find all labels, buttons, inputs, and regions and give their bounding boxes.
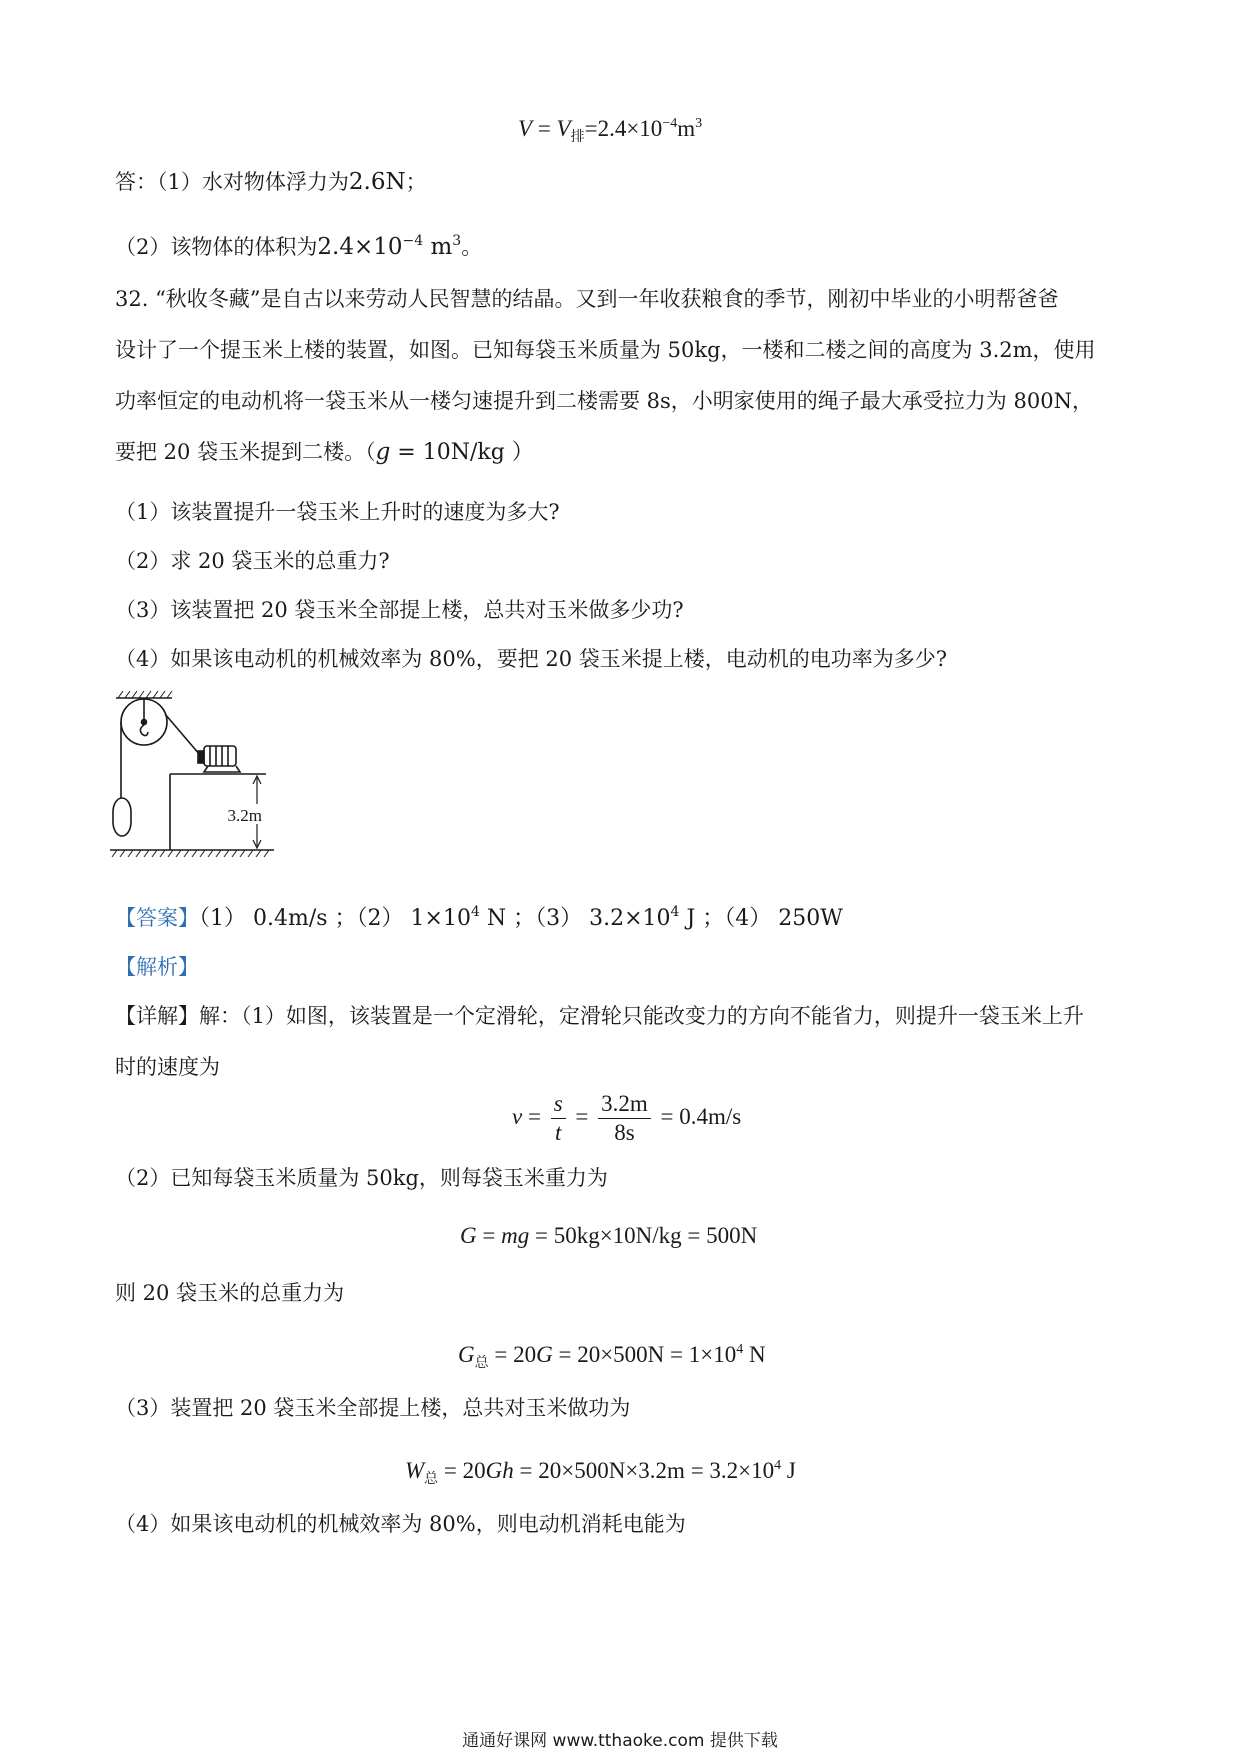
eq-var: V	[518, 116, 533, 141]
eq-subscript: 总	[424, 1472, 439, 1487]
answer-exponent: 4	[470, 904, 480, 920]
detail-line-6: （4）如果该电动机的机械效率为 80%，则电动机消耗电能为	[115, 1512, 686, 1536]
eq-var: G	[458, 1342, 475, 1367]
ground-hatch	[112, 850, 269, 857]
prev-answer-2	[115, 226, 482, 262]
page-footer: 通通好课网 www.tthaoke.com 提供下载	[462, 1731, 778, 1751]
eq-part: = 20	[438, 1458, 486, 1483]
eq-sign: =	[569, 1103, 595, 1129]
prev-answer-1	[115, 167, 427, 197]
sub-question-2: （2）求 20 袋玉米的总重力?	[115, 549, 390, 573]
question-line-1: 32. “秋收冬藏”是自古以来劳动人民智慧的结晶。又到一年收获粮食的季节，刚初中毕业的小明帮爸爸	[115, 287, 1059, 311]
detail-line-3: （2）已知每袋玉米质量为 50kg，则每袋玉米重力为	[115, 1166, 608, 1190]
eq-value: =2.4×10	[584, 116, 663, 141]
fraction-s-t	[551, 1090, 566, 1147]
velocity-equation	[512, 1090, 741, 1147]
sub-question-3: （3）该装置把 20 袋玉米全部提上楼，总共对玉米做多少功?	[115, 598, 684, 622]
fraction-values	[598, 1090, 651, 1147]
analysis-tag: 【解析】	[115, 955, 199, 979]
pulley-diagram	[110, 688, 310, 873]
gravity-equation	[460, 1220, 757, 1252]
eq-var: Gh	[485, 1458, 514, 1483]
answer-exponent: 4	[670, 904, 680, 920]
detail-line-1: 【详解】解：（1）如图，该装置是一个定滑轮，定滑轮只能改变力的方向不能省力，则提升一袋玉米上升	[115, 1004, 1084, 1028]
gravity-value: = 10N/kg ）	[390, 440, 534, 465]
question-text: 要把 20 袋玉米提到二楼。（	[115, 440, 376, 464]
rope-right	[165, 714, 200, 755]
eq-var: v	[512, 1103, 523, 1129]
sub-question-1: （1）该装置提升一袋玉米上升时的速度为多大?	[115, 500, 560, 524]
motor-pulley	[198, 751, 204, 763]
work-equation	[405, 1450, 796, 1496]
prev-answer-punct: ；	[405, 170, 427, 194]
prev-answer-unit-exponent: 3	[452, 233, 462, 249]
question-line-2: 设计了一个提玉米上楼的装置，如图。已知每袋玉米质量为 50kg，一楼和二楼之间的高度为 3.2m，使用	[115, 338, 1096, 362]
prev-answer-value: 2.6N	[348, 169, 406, 195]
corn-bag	[113, 798, 131, 836]
height-label: 3.2m	[227, 806, 262, 825]
eq-part: = 20×500N = 1×10	[552, 1342, 737, 1367]
prev-answer-text: （2）该物体的体积为	[115, 235, 318, 259]
prev-answer-punct: 。	[461, 235, 483, 259]
eq-result: = 50kg×10N/kg = 500N	[529, 1223, 758, 1248]
eq-exponent: 4	[774, 1458, 782, 1473]
gravity-var: g	[375, 439, 391, 465]
eq-subscript: 总	[474, 1356, 489, 1371]
prev-answer-exponent: −4	[402, 233, 424, 249]
answer-line	[115, 897, 843, 934]
eq-var: V	[556, 116, 571, 141]
eq-var: mg	[501, 1223, 530, 1248]
question-line-3: 功率恒定的电动机将一袋玉米从一楼匀速提升到二楼需要 8s，小明家使用的绳子最大承受拉力为 800N，	[115, 389, 1093, 413]
answer-part: N ；（3） 3.2×10	[479, 906, 671, 931]
answer-part: （1） 0.4m/s ；（2） 1×10	[199, 906, 471, 931]
eq-var: W	[405, 1458, 425, 1483]
detail-line-4: 则 20 袋玉米的总重力为	[115, 1281, 345, 1305]
prev-answer-text: 答：（1）水对物体浮力为	[115, 170, 349, 194]
question-line-4	[115, 437, 534, 468]
ceiling-hatch	[118, 691, 172, 698]
detail-line-5: （3）装置把 20 袋玉米全部提上楼，总共对玉米做功为	[115, 1396, 631, 1420]
eq-part: = 20	[488, 1342, 537, 1367]
eq-unit-exponent: 3	[695, 116, 703, 131]
motor-body	[204, 746, 236, 766]
eq-sign: =	[476, 1223, 502, 1248]
sub-question-4: （4）如果该电动机的机械效率为 80%，要把 20 袋玉米提上楼，电动机的电功率为多少?	[115, 647, 948, 671]
volume-equation	[518, 108, 702, 154]
prev-answer-value: 2.4×10	[317, 234, 403, 260]
pulley-axle	[142, 720, 147, 725]
eq-part: = 20×500N×3.2m = 3.2×10	[513, 1458, 775, 1483]
eq-subscript: 排	[570, 130, 585, 145]
eq-unit: m	[677, 116, 696, 141]
eq-var: G	[536, 1342, 553, 1367]
eq-unit: J	[781, 1458, 796, 1483]
answer-tag: 【答案】	[115, 906, 199, 930]
eq-sign: =	[532, 116, 557, 141]
eq-unit: N	[743, 1342, 766, 1367]
fraction-numerator: s	[551, 1090, 566, 1119]
eq-result: = 0.4m/s	[654, 1103, 742, 1129]
eq-exponent: 4	[736, 1342, 744, 1357]
eq-sign: =	[522, 1103, 547, 1129]
fraction-numerator: 3.2m	[598, 1090, 651, 1119]
prev-answer-unit: m	[423, 234, 453, 260]
eq-exponent: −4	[662, 116, 678, 131]
motor-base	[204, 766, 240, 772]
eq-var: G	[460, 1223, 477, 1248]
pulley-hook	[140, 725, 148, 736]
answer-part: J ；（4） 250W	[679, 906, 843, 931]
total-gravity-equation	[458, 1334, 766, 1380]
detail-line-2: 时的速度为	[115, 1055, 220, 1079]
fraction-denominator: 8s	[614, 1120, 635, 1145]
fraction-denominator: t	[554, 1120, 562, 1145]
